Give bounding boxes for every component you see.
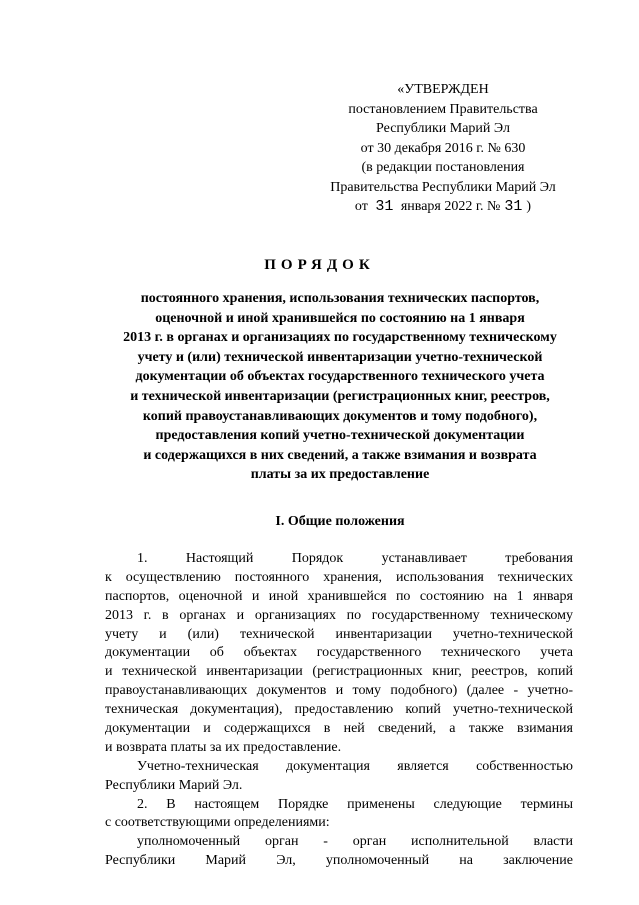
approval-line: Правительства Республики Марий Эл <box>330 179 556 195</box>
body-line: и возврата платы за их предоставление. <box>105 739 342 755</box>
approval-line: Республики Марий Эл <box>376 121 510 136</box>
body-line: 1. Настоящий Порядок устанавливает требования <box>137 551 573 566</box>
subtitle-line: документации об объектах государственного технического учета <box>135 369 545 385</box>
date-suffix: ) <box>526 199 532 214</box>
body-line: паспортов, оценочной и иной хранившейся по состоянию на 1 января <box>105 588 573 604</box>
body-line: техническая документация), предоставлению копий учетно-технической <box>105 702 573 718</box>
body-line: 2. В настоящем Порядке применены следующие термины <box>137 796 573 812</box>
body-line: с соответствующими определениями: <box>105 815 330 831</box>
date-prefix: от <box>354 199 368 214</box>
subtitle-line: оценочной и иной хранившейся по состоянию на 1 января <box>155 310 525 326</box>
subtitle-line: учету и (или) технической инвентаризации учетно-технической <box>137 349 543 365</box>
approval-stamp-block <box>318 80 568 217</box>
body-line: учету и (или) технической инвентаризации учетно-технической <box>105 626 573 642</box>
subtitle-line: платы за их предоставление <box>250 467 430 483</box>
approval-line: «УТВЕРЖДЕН <box>397 82 489 97</box>
date-middle: января 2022 г. № <box>400 199 501 214</box>
amendment-date-line <box>318 197 568 217</box>
section-heading: I. Общие положения <box>275 514 405 529</box>
subtitle-line: копий правоустанавливающих документов и тому подобного), <box>142 408 538 424</box>
subtitle-line: 2013 г. в органах и организациях по государственному техническому <box>123 330 557 346</box>
amendment-number: 31 <box>504 198 523 215</box>
document-subtitle <box>100 289 580 485</box>
approval-line: постановлением Правительства <box>348 101 538 117</box>
body-line: документации и содержащихся в ней сведений, а также взимания <box>105 721 573 737</box>
approval-line: от 30 декабря 2016 г. № 630 <box>360 140 526 156</box>
body-line: и технической инвентаризации (регистрационных книг, реестров, копий <box>105 664 573 680</box>
amendment-day: 31 <box>375 198 394 215</box>
body-line: к осуществлению постоянного хранения, использования технических <box>105 569 573 585</box>
body-line: Республики Марий Эл. <box>105 777 243 793</box>
body-line: Республики Марий Эл, уполномоченный на заключение <box>105 853 573 869</box>
body-text <box>105 550 573 871</box>
body-line: документации об объектах государственного технического учета <box>105 645 573 661</box>
subtitle-line: постоянного хранения, использования технических паспортов, <box>140 291 540 306</box>
body-line: Учетно-техническая документация является собственностью <box>137 758 573 774</box>
body-line: правоустанавливающих документов и тому подобного) (далее - учетно- <box>105 683 573 699</box>
subtitle-line: предоставления копий учетно-технической документации <box>155 428 525 444</box>
body-line: уполномоченный орган - орган исполнительной власти <box>137 834 573 850</box>
subtitle-line: и технической инвентаризации (регистрационных книг, реестров, <box>130 388 550 404</box>
approval-line: (в редакции постановления <box>361 160 525 175</box>
document-title: ПОРЯДОК <box>264 257 375 273</box>
subtitle-line: и содержащихся в них сведений, а также взимания и возврата <box>143 447 537 463</box>
body-line: 2013 г. в органах и организациях по государственному техническому <box>105 607 573 623</box>
